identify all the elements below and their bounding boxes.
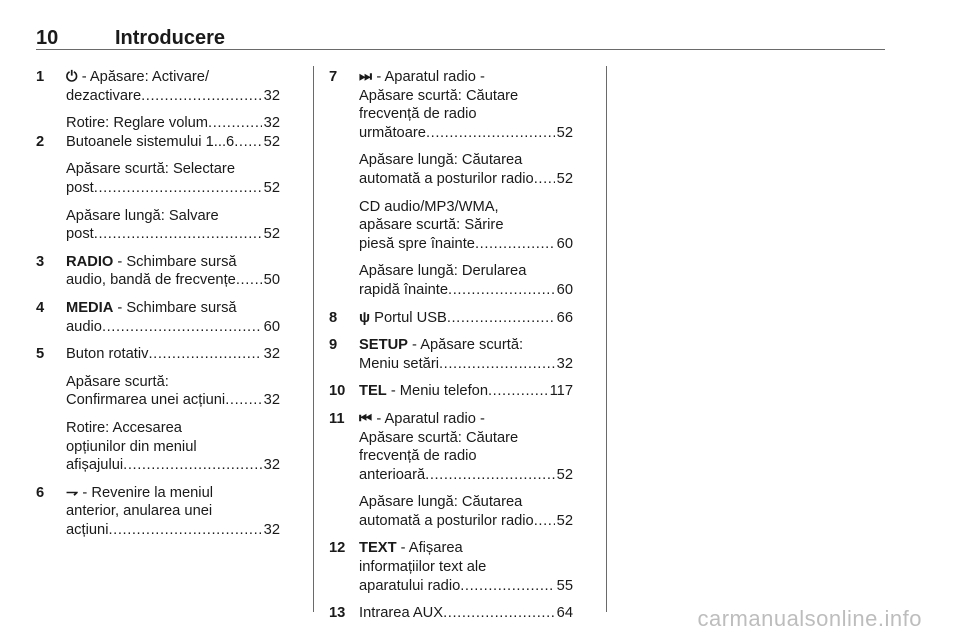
page-ref: 32 (263, 115, 280, 132)
header-rule (36, 49, 885, 50)
item-text: rapidă înainte (359, 281, 449, 298)
item-text: - Schimbare sursă (113, 253, 237, 270)
item-text: frecvență de radio (359, 106, 477, 123)
page-ref: 32 (263, 521, 280, 538)
page-ref: 64 (556, 605, 573, 622)
item-text: - Aparatul radio - (372, 410, 485, 427)
item-number: 6 (36, 484, 45, 501)
legend-item-5 (36, 345, 280, 475)
item-text: apăsare scurtă: Sărire (359, 217, 504, 234)
item-text: - Revenire la meniul (78, 484, 214, 501)
legend-item-9 (329, 336, 573, 373)
page-ref: 52 (556, 170, 573, 187)
column-divider (606, 66, 607, 612)
item-number: 2 (36, 133, 45, 150)
item-number: 13 (329, 605, 346, 622)
page-ref: 32 (556, 355, 573, 372)
item-text: Apăsare scurtă: Căutare (359, 429, 519, 446)
item-text: Intrarea AUX (359, 605, 444, 622)
button-name: TEL (359, 383, 387, 400)
page-ref: 52 (263, 179, 280, 196)
item-text: dezactivare (66, 87, 142, 104)
column-divider (313, 66, 314, 612)
item-text: acțiuni (66, 521, 109, 538)
item-text: Portul USB (370, 309, 447, 326)
page-ref: 60 (556, 235, 573, 252)
usb-icon: ψ (359, 309, 371, 326)
button-name: MEDIA (66, 299, 114, 316)
item-text: anterioară (359, 466, 426, 483)
legend-item-13 (329, 604, 573, 623)
item-text: informațiilor text ale (359, 559, 487, 576)
legend-item-8 (329, 309, 573, 328)
page-ref: 32 (263, 87, 280, 104)
item-text: post (66, 226, 94, 243)
legend-item-11 (329, 410, 573, 531)
item-text: frecvență de radio (359, 448, 477, 465)
item-text: - Schimbare sursă (113, 299, 237, 316)
legend-item-4 (36, 299, 280, 336)
item-text: audio (66, 318, 102, 335)
item-text: Rotire: Accesarea (66, 419, 182, 436)
item-number: 10 (329, 383, 346, 400)
page-ref: 117 (549, 383, 573, 400)
item-text: - Apăsare scurtă: (407, 337, 524, 354)
legend-item-1 (36, 68, 280, 133)
page-ref: 32 (263, 392, 280, 409)
page-ref: 60 (263, 318, 280, 335)
page-ref: 52 (263, 226, 280, 243)
item-text: Apăsare lungă: Căutarea (359, 152, 523, 169)
legend-item-7 (329, 68, 573, 300)
watermark: carmanualsonline.info (697, 606, 922, 631)
item-text: piesă spre înainte (359, 235, 475, 252)
item-number: 1 (36, 69, 45, 85)
page-ref: 60 (556, 281, 573, 298)
back-icon: ⇁ (66, 484, 79, 501)
item-number: 11 (329, 410, 345, 427)
item-text: Apăsare scurtă: Căutare (359, 87, 519, 104)
item-text: - Afișarea (396, 540, 463, 557)
item-number: 7 (329, 69, 338, 85)
page-ref: 50 (263, 272, 280, 289)
item-text: - Apăsare: Activare/ (77, 69, 210, 85)
item-number: 12 (329, 540, 346, 557)
legend-item-10 (329, 382, 573, 401)
item-text: Apăsare scurtă: Selectare (66, 161, 235, 178)
item-text: afișajului (66, 457, 124, 474)
page-ref: 32 (263, 346, 280, 363)
button-name: SETUP (359, 337, 408, 354)
item-text: - Aparatul radio - (372, 69, 485, 85)
legend-item-12 (329, 539, 573, 595)
item-number: 4 (36, 299, 45, 316)
page-ref: 52 (556, 466, 573, 483)
page-ref: 52 (263, 133, 280, 150)
page-ref: 32 (263, 457, 280, 474)
item-text: post (66, 179, 94, 196)
item-number: 3 (36, 253, 45, 270)
page-number: 10 (36, 27, 59, 49)
item-number: 9 (329, 337, 338, 354)
item-text: Rotire: Reglare volum (66, 115, 209, 132)
item-text: Confirmarea unei acțiuni (66, 392, 226, 409)
item-text: Apăsare lungă: Salvare (66, 207, 219, 224)
item-text: opțiunilor din meniul (66, 438, 197, 455)
item-text: automată a posturilor radio (359, 170, 534, 187)
previous-track-icon: ⏮ (359, 410, 373, 427)
item-text: Apăsare scurtă: (66, 373, 169, 390)
item-text: Apăsare lungă: Căutarea (359, 494, 523, 511)
page-title: Introducere (115, 27, 226, 49)
item-text: CD audio/MP3/WMA, (359, 198, 499, 215)
item-text: audio, bandă de frecvențe (66, 272, 236, 289)
item-text: Butoanele sistemului 1...6 (66, 133, 235, 150)
item-text: automată a posturilor radio (359, 512, 534, 529)
item-text: Apăsare lungă: Derularea (359, 263, 527, 280)
item-text: aparatului radio (359, 577, 461, 594)
next-track-icon: ⏭ (359, 69, 373, 85)
legend-item-6 (36, 484, 280, 540)
legend-column-2 (329, 68, 573, 623)
page-ref: 52 (556, 124, 573, 141)
legend-item-2 (36, 133, 280, 244)
page-ref: 55 (556, 577, 573, 594)
page-ref: 52 (556, 512, 573, 529)
item-text: Buton rotativ (66, 346, 149, 363)
button-name: TEXT (359, 540, 397, 557)
legend-column-1 (36, 68, 280, 539)
power-icon: ⏻ (66, 69, 78, 85)
item-text: Meniu setări (359, 355, 439, 372)
item-number: 5 (36, 346, 45, 363)
item-text: următoare (359, 124, 426, 141)
item-number: 8 (329, 309, 338, 326)
item-text: anterior, anularea unei (66, 503, 213, 520)
button-name: RADIO (66, 253, 114, 270)
legend-item-3 (36, 253, 280, 290)
page-ref: 66 (556, 309, 573, 326)
item-text: - Meniu telefon (386, 383, 488, 400)
